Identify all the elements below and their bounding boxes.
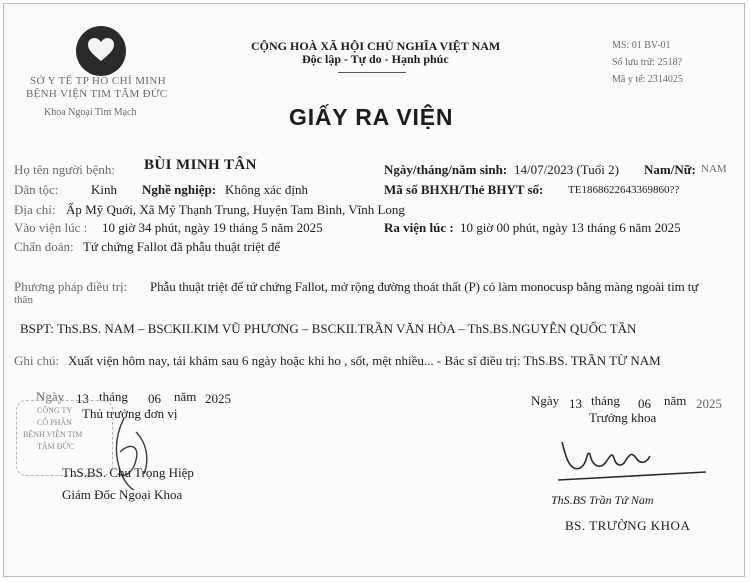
- sex-label: Nam/Nữ:: [644, 162, 696, 177]
- left-signature-scribble: [96, 412, 168, 494]
- health-dept-name: SỞ Y TẾ TP HỒ CHÍ MINH: [30, 75, 167, 87]
- left-date-ngay: Ngày: [36, 389, 65, 404]
- right-date-year: 2025: [696, 396, 722, 411]
- patient-name-label: Họ tên người bệnh:: [14, 162, 115, 177]
- stamp-line-4: TÂM ĐỨC: [37, 442, 75, 451]
- address-label: Địa chỉ:: [14, 202, 56, 217]
- admit-label: Vào viện lúc :: [14, 220, 88, 235]
- treatment-label: Phương pháp điều trị:: [14, 279, 128, 294]
- discharge-paper: [3, 3, 745, 577]
- surgeon-list: BSPT: ThS.BS. NAM – BSCKII.KIM VŨ PHƯƠNG – BSCKII.TRẦN VĂN HÒA – ThS.BS.NGUYỄN QUỐC TẦN: [20, 321, 637, 336]
- department-name: Khoa Ngoại Tim Mạch: [44, 107, 137, 118]
- ethnic-label: Dân tộc:: [14, 182, 59, 197]
- right-signer-role: Trưởng khoa: [589, 410, 657, 425]
- insurance-label: Mã số BHXH/Thẻ BHYT số:: [384, 182, 544, 197]
- treatment-text: Phẫu thuật triệt để tứ chứng Fallot, mở rộng đường thoát thất (P) có làm monocusp bằng màng ngoài tim tự: [150, 279, 699, 294]
- nation-name: CỘNG HOÀ XÃ HỘI CHỦ NGHĨA VIỆT NAM: [251, 39, 501, 53]
- right-date-nam: năm: [664, 393, 687, 408]
- left-date-nam: năm: [174, 389, 197, 404]
- note-label: Ghi chú:: [14, 353, 60, 368]
- right-signer-name: BS. TRƯỜNG KHOA: [565, 518, 691, 533]
- ethnic-value: Kinh: [91, 182, 117, 197]
- national-motto: Độc lập - Tự do - Hạnh phúc: [302, 52, 449, 66]
- right-handwritten-name: ThS.BS Trần Tứ Nam: [551, 493, 654, 507]
- stamp-line-2: CỔ PHẦN: [37, 418, 72, 427]
- left-date-day: 13: [76, 391, 89, 406]
- motto-underline: [338, 72, 406, 73]
- job-value: Không xác định: [225, 182, 309, 197]
- diagnosis-value: Tứ chứng Fallot đã phẫu thuật triệt để: [83, 239, 281, 254]
- archive-number: Số lưu trữ: 2518?: [612, 57, 683, 68]
- right-date-day: 13: [569, 396, 582, 411]
- document-title: GIẤY RA VIỆN: [289, 104, 454, 130]
- discharge-value: 10 giờ 00 phút, ngày 13 tháng 6 năm 2025: [460, 220, 681, 235]
- left-signer-name: ThS.BS. Chu Trọng Hiệp: [62, 465, 194, 480]
- hospital-logo: [76, 26, 126, 76]
- left-date-year: 2025: [205, 391, 231, 406]
- right-signature-scribble: [556, 428, 716, 484]
- left-date-thang: tháng: [99, 389, 128, 404]
- insurance-value: TE1868622643369860??: [568, 184, 680, 196]
- hospital-name: BỆNH VIỆN TIM TÂM ĐỨC: [26, 88, 168, 100]
- left-signer-role: Thủ trưởng đơn vị: [82, 406, 178, 421]
- discharge-label: Ra viện lúc :: [384, 220, 454, 235]
- heart-icon: [87, 37, 115, 63]
- address-value: Ấp Mỹ Quới, Xã Mỹ Thạnh Trung, Huyện Tam Bình, Vĩnh Long: [66, 202, 405, 217]
- treatment-text-cont: thân: [14, 294, 33, 306]
- form-code: MS: 01 BV-01: [612, 40, 671, 51]
- sex-value: NAM: [701, 163, 727, 175]
- right-date-ngay: Ngày: [531, 393, 560, 408]
- medical-code: Mã y tế: 2314025: [612, 74, 683, 85]
- left-date-month: 06: [148, 391, 161, 406]
- dob-value: 14/07/2023 (Tuổi 2): [514, 162, 619, 177]
- job-label: Nghề nghiệp:: [142, 182, 217, 197]
- patient-name: BÙI MINH TÂN: [144, 157, 257, 173]
- right-date-thang: tháng: [591, 393, 620, 408]
- diagnosis-label: Chẩn đoán:: [14, 239, 74, 254]
- right-date-month: 06: [638, 396, 651, 411]
- dob-label: Ngày/tháng/năm sinh:: [384, 162, 508, 177]
- stamp-line-1: CÔNG TY: [37, 406, 73, 415]
- admit-value: 10 giờ 34 phút, ngày 19 tháng 5 năm 2025: [102, 220, 323, 235]
- note-text: Xuất viện hôm nay, tái khám sau 6 ngày hoặc khi ho , sốt, mệt nhiều... - Bác sĩ điều trị: ThS.BS. TRẦN TỪ NAM: [68, 353, 661, 368]
- stamp-line-3: BỆNH VIỆN TIM: [23, 430, 83, 439]
- left-signer-title: Giám Đốc Ngoại Khoa: [62, 487, 183, 502]
